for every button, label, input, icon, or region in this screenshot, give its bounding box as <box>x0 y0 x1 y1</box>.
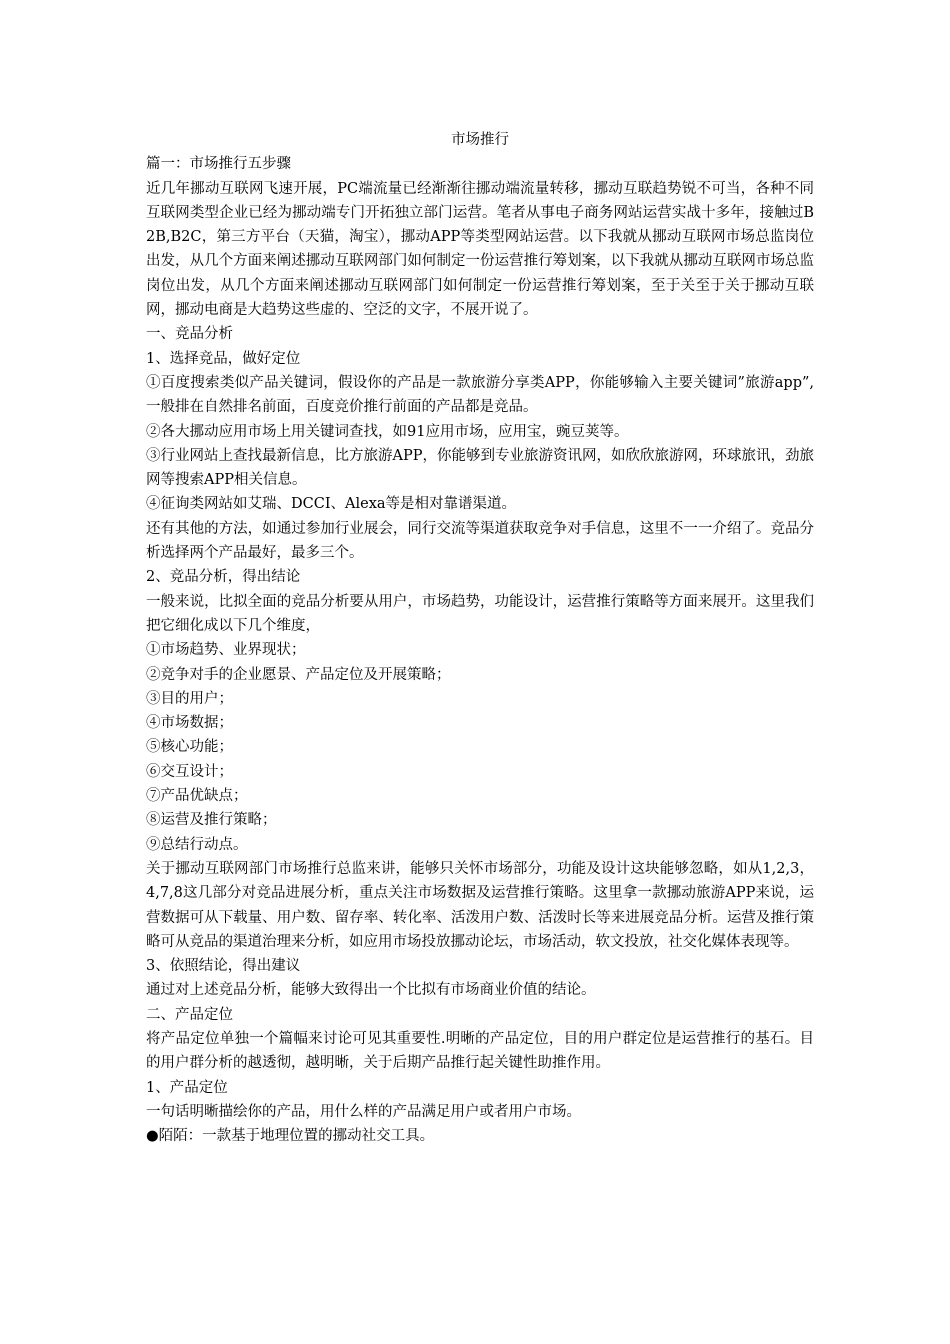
paragraph: ●陌陌：一款基于地理位置的挪动社交工具。 <box>146 1128 435 1145</box>
paragraph: ③目的用户； <box>146 690 233 707</box>
paragraph: ①百度搜索类似产品关键词，假设你的产品是一款旅游分享类APP，你能够输入主要关键词”旅游app”,一般排在自然排名前面，百度竞价推行前面的产品都是竞品。 <box>146 374 814 416</box>
paragraph: 一般来说，比拟全面的竞品分析要从用户，市场趋势，功能设计，运营推行策略等方面来展开。这里我们把它细化成以下几个维度， <box>146 593 814 634</box>
paragraph: 2、竞品分析，得出结论 <box>146 569 301 586</box>
paragraph: ⑧运营及推行策略； <box>146 812 277 829</box>
paragraph: ②竞争对手的企业愿景、产品定位及开展策略； <box>146 666 451 683</box>
paragraph: 还有其他的方法，如通过参加行业展会，同行交流等渠道获取竞争对手信息，这里不一一介绍了。竞品分析选择两个产品最好，最多三个。 <box>146 520 814 562</box>
document-page <box>146 128 814 1148</box>
paragraph: ⑨总结行动点。 <box>146 836 248 853</box>
paragraph: 二、产品定位 <box>146 1006 233 1023</box>
paragraph: 将产品定位单独一个篇幅来讨论可见其重要性.明晰的产品定位，目的用户群定位是运营推行的基石。目的用户群分析的越透彻，越明晰，关于后期产品推行起关键性助推作用。 <box>146 1030 814 1072</box>
paragraph: 1、产品定位 <box>146 1079 228 1096</box>
paragraph: 近几年挪动互联网飞速开展，PC端流量已经渐渐往挪动端流量转移，挪动互联趋势锐不可当，各种不同互联网类型企业已经为挪动端专门开拓独立部门运营。笔者从事电子商务网站运营实战十多年，接触过B2B,B2C，第三方平台（天猫，淘宝），挪动APP等类型网站运营。以下我就从挪动互联网市场总监岗位出发，从几个方面来阐述挪动互联网部门如何制定一份运营推行筹划案，以下我就从挪动互联网市场总监岗位出发，从几个方面来阐述挪动互联网部门如何制定一份运营推行筹划案，至于关至于关于挪动互联网，挪动电商是大趋势这些虚的、空泛的文字，不展开说了。 <box>146 180 814 319</box>
paragraph: 1、选择竞品，做好定位 <box>146 350 301 367</box>
paragraph: ④市场数据； <box>146 715 233 732</box>
paragraph: 关于挪动互联网部门市场推行总监来讲，能够只关怀市场部分，功能及设计这块能够忽略，如从1,2,3，4,7,8这几部分对竞品进展分析，重点关注市场数据及运营推行策略。这里拿一款挪动旅游APP来说，运营数据可从下载量、用户数、留存率、转化率、活泼用户数、活泼时长等来进展竞品分析。运营及推行策略可从竞品的渠道治理来分析，如应用市场投放挪动论坛，市场活动，软文投放，社交化媒体表现等。 <box>146 860 814 950</box>
paragraph: ③行业网站上查找最新信息，比方旅游APP，你能够到专业旅游资讯网，如欣欣旅游网，环球旅讯，劲旅网等搜索APP相关信息。 <box>146 447 814 489</box>
paragraph: 篇一：市场推行五步骤 <box>146 156 291 173</box>
document-title: 市场推行 <box>451 132 509 148</box>
paragraph: 一、竞品分析 <box>146 326 233 343</box>
paragraph: ④征询类网站如艾瑞、DCCI、Alexa等是相对靠谱渠道。 <box>146 496 517 513</box>
paragraph: ①市场趋势、业界现状； <box>146 642 306 659</box>
paragraph: ②各大挪动应用市场上用关键词查找，如91应用市场，应用宝，豌豆荚等。 <box>146 423 629 440</box>
paragraph: ⑤核心功能； <box>146 739 233 756</box>
document-body <box>146 152 814 1148</box>
paragraph: 3、依照结论，得出建议 <box>146 958 301 975</box>
paragraph: 一句话明晰描绘你的产品，用什么样的产品满足用户或者用户市场。 <box>146 1103 581 1120</box>
paragraph: 通过对上述竞品分析，能够大致得出一个比拟有市场商业价值的结论。 <box>146 982 596 999</box>
paragraph: ⑥交互设计； <box>146 763 233 780</box>
paragraph: ⑦产品优缺点； <box>146 788 248 805</box>
